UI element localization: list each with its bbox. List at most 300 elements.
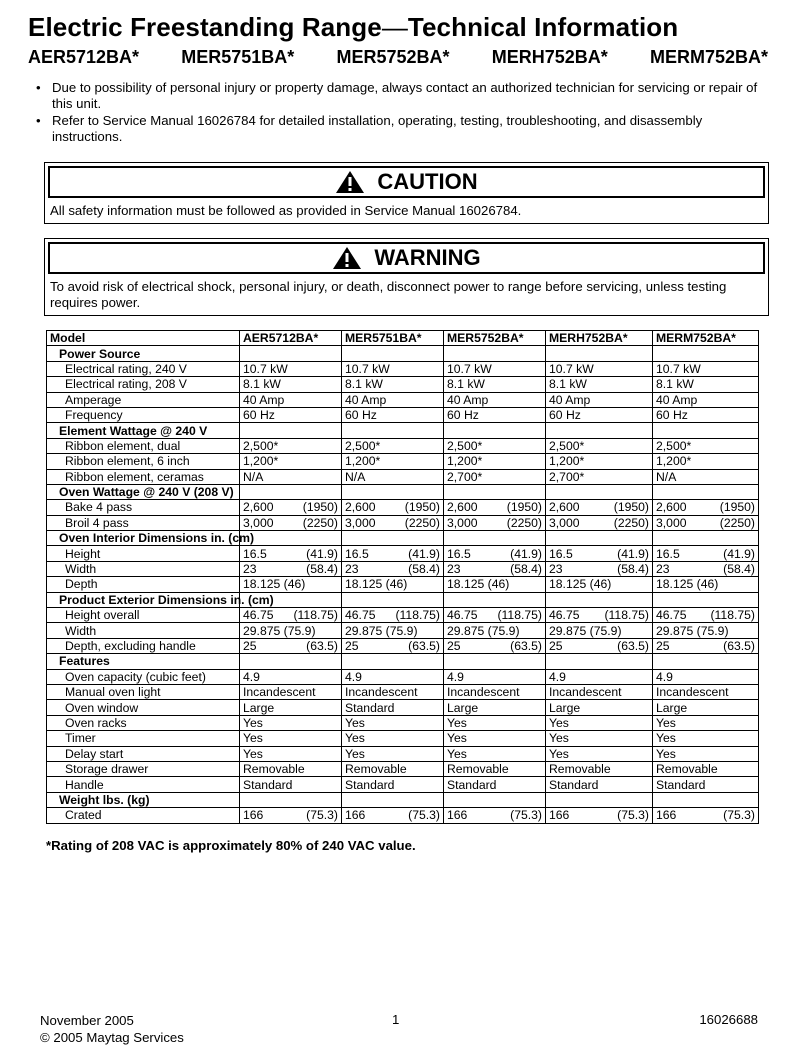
cell-primary: 23 xyxy=(447,562,461,577)
table-cell xyxy=(546,777,653,792)
cell-value xyxy=(447,500,542,514)
cell-primary: 8.1 kW xyxy=(243,377,281,392)
cell-primary: 16.5 xyxy=(243,546,267,561)
table-cell xyxy=(444,777,546,792)
row-label: Manual oven light xyxy=(47,684,240,699)
cell-primary: 2,700* xyxy=(447,469,483,484)
cell-value xyxy=(656,778,755,792)
table-cell xyxy=(240,777,342,792)
empty-cell xyxy=(342,531,444,546)
table-cell xyxy=(342,684,444,699)
cell-primary: Yes xyxy=(447,731,467,746)
empty-cell xyxy=(342,792,444,807)
table-cell xyxy=(444,577,546,592)
cell-primary: Incandescent xyxy=(243,685,316,700)
cell-value xyxy=(549,439,649,453)
title-part-2: Technical Information xyxy=(407,12,679,42)
cell-value xyxy=(549,731,649,745)
table-cell xyxy=(342,577,444,592)
cell-value xyxy=(447,731,542,745)
cell-value xyxy=(447,701,542,715)
cell-primary: 25 xyxy=(549,639,563,653)
empty-cell xyxy=(546,484,653,499)
cell-primary: 60 Hz xyxy=(447,408,479,423)
table-row xyxy=(47,608,759,623)
cell-primary: Standard xyxy=(447,777,497,792)
cell-secondary: (63.5) xyxy=(723,639,755,653)
page-number: 1 xyxy=(392,1012,400,1027)
cell-value xyxy=(447,778,542,792)
cell-value xyxy=(345,547,440,561)
cell-secondary: (58.4) xyxy=(306,562,338,577)
cell-value xyxy=(243,608,338,622)
cell-primary: 40 Amp xyxy=(345,392,387,407)
table-row xyxy=(47,454,759,469)
table-body xyxy=(47,346,759,823)
row-label: Ribbon element, dual xyxy=(47,438,240,453)
empty-cell xyxy=(546,346,653,361)
table-cell xyxy=(342,623,444,638)
table-cell xyxy=(342,608,444,623)
cell-primary: 40 Amp xyxy=(447,392,489,407)
cell-primary: 23 xyxy=(345,562,359,577)
cell-value xyxy=(345,701,440,715)
cell-value xyxy=(656,516,755,530)
row-label: Depth, excluding handle xyxy=(47,638,240,653)
cell-primary: 166 xyxy=(549,808,570,823)
cell-primary: 3,000 xyxy=(243,515,274,530)
table-cell xyxy=(444,608,546,623)
row-label: Depth xyxy=(47,577,240,592)
cell-primary: 18.125 (46) xyxy=(656,577,719,592)
section-row xyxy=(47,792,759,807)
cell-value xyxy=(345,454,440,468)
model-3: MER5752BA* xyxy=(336,47,450,67)
cell-value xyxy=(447,747,542,761)
cell-value xyxy=(549,716,649,730)
model-2: MER5751BA* xyxy=(181,47,295,67)
cell-primary: 1,200* xyxy=(345,454,381,469)
table-cell xyxy=(546,454,653,469)
section-label: Element Wattage @ 240 V xyxy=(47,423,240,438)
cell-primary: Yes xyxy=(243,746,263,761)
cell-secondary: (41.9) xyxy=(510,546,542,561)
row-label: Timer xyxy=(47,731,240,746)
row-label: Electrical rating, 208 V xyxy=(47,377,240,392)
table-cell xyxy=(444,438,546,453)
empty-cell xyxy=(444,531,546,546)
cell-primary: N/A xyxy=(243,469,264,484)
empty-cell xyxy=(240,346,342,361)
cell-value xyxy=(656,747,755,761)
cell-secondary: (58.4) xyxy=(723,562,755,577)
cell-primary: 18.125 (46) xyxy=(345,577,408,592)
cell-primary: 60 Hz xyxy=(549,408,581,423)
table-cell xyxy=(546,377,653,392)
cell-primary: Incandescent xyxy=(656,685,729,700)
cell-primary: 166 xyxy=(447,808,468,823)
header-cell: MERH752BA* xyxy=(546,331,653,346)
footer-left xyxy=(40,1012,184,1046)
cell-primary: 1,200* xyxy=(447,454,483,469)
cell-value xyxy=(243,500,338,514)
cell-primary: Yes xyxy=(345,715,365,730)
cell-secondary: (75.3) xyxy=(617,808,649,823)
table-row xyxy=(47,392,759,407)
empty-cell xyxy=(342,484,444,499)
table-cell xyxy=(444,392,546,407)
bullet-text: Due to possibility of personal injury or property damage, always contact an authorized technician for servicing or repair of this unit. xyxy=(52,80,758,111)
cell-secondary: (63.5) xyxy=(408,639,440,653)
cell-secondary: (41.9) xyxy=(617,546,649,561)
table-cell xyxy=(653,500,759,515)
cell-value xyxy=(243,516,338,530)
table-row xyxy=(47,669,759,684)
cell-primary: 8.1 kW xyxy=(656,377,694,392)
section-row xyxy=(47,423,759,438)
cell-primary: 4.9 xyxy=(345,669,362,684)
table-cell xyxy=(546,638,653,653)
cell-value xyxy=(656,639,755,653)
cell-secondary: (58.4) xyxy=(408,562,440,577)
table-cell xyxy=(444,407,546,422)
cell-value xyxy=(345,500,440,514)
cell-value xyxy=(656,500,755,514)
cell-primary: 18.125 (46) xyxy=(447,577,510,592)
cell-primary: Large xyxy=(243,700,275,715)
table-cell xyxy=(653,561,759,576)
footer-copyright: © 2005 Maytag Services xyxy=(40,1030,184,1045)
cell-value xyxy=(549,547,649,561)
cell-primary: 18.125 (46) xyxy=(549,577,612,592)
cell-primary: Yes xyxy=(549,731,569,746)
cell-secondary: (63.5) xyxy=(510,639,542,653)
row-label: Storage drawer xyxy=(47,761,240,776)
cell-value xyxy=(549,778,649,792)
cell-primary: 1,200* xyxy=(549,454,585,469)
table-cell xyxy=(240,469,342,484)
cell-secondary: (1950) xyxy=(613,500,649,515)
row-label: Height overall xyxy=(47,608,240,623)
table-cell xyxy=(444,746,546,761)
table-cell xyxy=(653,515,759,530)
table-cell xyxy=(546,407,653,422)
empty-cell xyxy=(444,592,546,607)
empty-cell xyxy=(444,654,546,669)
cell-value xyxy=(656,608,755,622)
table-cell xyxy=(546,361,653,376)
cell-value xyxy=(447,624,542,638)
cell-primary: 60 Hz xyxy=(345,408,377,423)
table-cell xyxy=(444,700,546,715)
table-cell xyxy=(546,731,653,746)
cell-value xyxy=(549,685,649,699)
cell-primary: 10.7 kW xyxy=(345,361,390,376)
model-1: AER5712BA* xyxy=(28,47,140,67)
cell-primary: 46.75 xyxy=(447,608,478,623)
cell-primary: 60 Hz xyxy=(656,408,688,423)
cell-value xyxy=(549,377,649,391)
table-cell xyxy=(240,623,342,638)
cell-value xyxy=(345,624,440,638)
cell-primary: 25 xyxy=(345,639,359,653)
cell-value xyxy=(656,547,755,561)
row-label: Delay start xyxy=(47,746,240,761)
cell-primary: Yes xyxy=(656,731,676,746)
cell-secondary: (118.75) xyxy=(604,608,649,623)
cell-primary: Yes xyxy=(549,746,569,761)
cell-value xyxy=(243,639,338,653)
row-label: Height xyxy=(47,546,240,561)
table-cell xyxy=(444,669,546,684)
model-4: MERH752BA* xyxy=(491,47,608,67)
cell-primary: 40 Amp xyxy=(243,392,285,407)
cell-primary: 3,000 xyxy=(345,515,376,530)
cell-primary: N/A xyxy=(345,469,366,484)
cell-primary: Yes xyxy=(549,715,569,730)
table-cell xyxy=(653,361,759,376)
table-cell xyxy=(444,638,546,653)
table-row xyxy=(47,746,759,761)
table-cell xyxy=(240,407,342,422)
cell-value xyxy=(656,562,755,576)
header-cell: MER5751BA* xyxy=(342,331,444,346)
table-cell xyxy=(546,746,653,761)
bullet-dot-icon: • xyxy=(36,80,41,95)
cell-primary: 23 xyxy=(656,562,670,577)
cell-value xyxy=(549,577,649,591)
cell-primary: 23 xyxy=(243,562,257,577)
table-cell xyxy=(342,469,444,484)
table-cell xyxy=(240,377,342,392)
cell-value xyxy=(656,408,755,422)
section-row xyxy=(47,592,759,607)
cell-value xyxy=(243,747,338,761)
table-cell xyxy=(342,407,444,422)
cell-secondary: (41.9) xyxy=(408,546,440,561)
cell-value xyxy=(549,701,649,715)
table-row xyxy=(47,777,759,792)
row-label: Crated xyxy=(47,808,240,823)
cell-primary: 2,600 xyxy=(656,500,687,515)
table-cell xyxy=(240,715,342,730)
row-label: Oven window xyxy=(47,700,240,715)
section-label: Power Source xyxy=(47,346,240,361)
row-label: Oven racks xyxy=(47,715,240,730)
cell-primary: 4.9 xyxy=(549,669,566,684)
table-row xyxy=(47,684,759,699)
cell-value xyxy=(345,747,440,761)
row-label: Ribbon element, 6 inch xyxy=(47,454,240,469)
cell-value xyxy=(656,393,755,407)
cell-value xyxy=(549,470,649,484)
table-row xyxy=(47,438,759,453)
cell-secondary: (1950) xyxy=(302,500,338,515)
row-label: Electrical rating, 240 V xyxy=(47,361,240,376)
table-cell xyxy=(342,361,444,376)
empty-cell xyxy=(653,654,759,669)
table-cell xyxy=(240,546,342,561)
cell-primary: 3,000 xyxy=(656,515,687,530)
table-cell xyxy=(444,715,546,730)
cell-primary: 10.7 kW xyxy=(656,361,701,376)
table-cell xyxy=(342,700,444,715)
empty-cell xyxy=(444,423,546,438)
table-cell xyxy=(342,808,444,823)
table-cell xyxy=(444,377,546,392)
cell-secondary: (75.3) xyxy=(510,808,542,823)
cell-value xyxy=(656,362,755,376)
cell-secondary: (2250) xyxy=(719,515,755,530)
cell-value xyxy=(243,762,338,776)
table-cell xyxy=(546,608,653,623)
cell-primary: 2,600 xyxy=(549,500,580,515)
cell-value xyxy=(656,685,755,699)
cell-value xyxy=(447,408,542,422)
cell-value xyxy=(345,608,440,622)
empty-cell xyxy=(240,792,342,807)
cell-primary: 23 xyxy=(549,562,563,577)
table-cell xyxy=(546,438,653,453)
table-cell xyxy=(653,407,759,422)
empty-cell xyxy=(653,592,759,607)
section-row xyxy=(47,484,759,499)
header-cell: MER5752BA* xyxy=(444,331,546,346)
cell-primary: 2,600 xyxy=(447,500,478,515)
cell-value xyxy=(243,547,338,561)
cell-value xyxy=(549,408,649,422)
table-cell xyxy=(653,715,759,730)
cell-value xyxy=(345,762,440,776)
cell-primary: 2,600 xyxy=(345,500,376,515)
cell-value xyxy=(549,762,649,776)
warning-triangle-icon xyxy=(335,170,365,194)
section-row xyxy=(47,531,759,546)
row-label: Ribbon element, ceramas xyxy=(47,469,240,484)
table-cell xyxy=(653,377,759,392)
table-row xyxy=(47,808,759,823)
cell-value xyxy=(656,716,755,730)
cell-value xyxy=(243,716,338,730)
row-label: Amperage xyxy=(47,392,240,407)
cell-primary: Standard xyxy=(549,777,599,792)
cell-primary: Yes xyxy=(243,715,263,730)
table-cell xyxy=(342,731,444,746)
cell-value xyxy=(656,762,755,776)
table-cell xyxy=(240,438,342,453)
cell-value xyxy=(656,470,755,484)
table-cell xyxy=(444,500,546,515)
cell-primary: Removable xyxy=(345,762,407,777)
table-cell xyxy=(653,577,759,592)
cell-primary: Large xyxy=(656,700,688,715)
table-cell xyxy=(240,684,342,699)
cell-value xyxy=(447,577,542,591)
cell-value xyxy=(345,639,440,653)
cell-primary: 8.1 kW xyxy=(447,377,485,392)
warning-heading xyxy=(48,242,765,274)
table-cell xyxy=(546,561,653,576)
cell-value xyxy=(656,624,755,638)
cell-value xyxy=(345,408,440,422)
title-dash: — xyxy=(381,12,408,42)
cell-primary: 46.75 xyxy=(345,608,376,623)
table-cell xyxy=(653,731,759,746)
title-part-1: Electric Freestanding Range xyxy=(28,12,382,42)
cell-primary: 29.875 (75.9) xyxy=(243,623,316,638)
table-cell xyxy=(444,361,546,376)
caution-heading-text: CAUTION xyxy=(377,169,478,194)
cell-primary: Large xyxy=(447,700,479,715)
cell-primary: Yes xyxy=(345,731,365,746)
cell-primary: 2,500* xyxy=(447,438,483,453)
cell-secondary: (118.75) xyxy=(710,608,755,623)
cell-value xyxy=(345,362,440,376)
section-label: Oven Interior Dimensions in. (cm) xyxy=(47,531,240,546)
table-cell xyxy=(240,808,342,823)
cell-primary: 2,500* xyxy=(243,438,279,453)
table-cell xyxy=(342,454,444,469)
row-label: Width xyxy=(47,623,240,638)
cell-value xyxy=(447,454,542,468)
table-cell xyxy=(342,777,444,792)
cell-value xyxy=(656,454,755,468)
empty-cell xyxy=(546,423,653,438)
table-cell xyxy=(444,623,546,638)
empty-cell xyxy=(240,484,342,499)
cell-primary: 166 xyxy=(243,808,264,823)
table-cell xyxy=(342,515,444,530)
table-cell xyxy=(546,392,653,407)
table-cell xyxy=(444,761,546,776)
cell-value xyxy=(345,377,440,391)
cell-primary: 25 xyxy=(656,639,670,653)
empty-cell xyxy=(342,423,444,438)
empty-cell xyxy=(342,654,444,669)
cell-primary: 1,200* xyxy=(243,454,279,469)
table-row xyxy=(47,377,759,392)
cell-primary: Incandescent xyxy=(447,685,520,700)
table-cell xyxy=(342,546,444,561)
cell-value xyxy=(656,731,755,745)
table-cell xyxy=(444,561,546,576)
cell-value xyxy=(656,701,755,715)
cell-primary: 2,700* xyxy=(549,469,585,484)
cell-value xyxy=(447,393,542,407)
bullet-item xyxy=(36,80,776,112)
empty-cell xyxy=(546,792,653,807)
cell-primary: 8.1 kW xyxy=(549,377,587,392)
table-cell xyxy=(444,808,546,823)
cell-primary: Standard xyxy=(345,777,395,792)
cell-value xyxy=(549,454,649,468)
table-row xyxy=(47,638,759,653)
cell-primary: 2,500* xyxy=(549,438,585,453)
row-label: Bake 4 pass xyxy=(47,500,240,515)
table-cell xyxy=(240,361,342,376)
table-row xyxy=(47,577,759,592)
table-cell xyxy=(342,669,444,684)
table-cell xyxy=(342,715,444,730)
cell-value xyxy=(447,808,542,822)
cell-value xyxy=(243,470,338,484)
table-cell xyxy=(342,561,444,576)
table-cell xyxy=(546,623,653,638)
table-cell xyxy=(546,577,653,592)
cell-secondary: (2250) xyxy=(404,515,440,530)
cell-value xyxy=(345,393,440,407)
cell-secondary: (1950) xyxy=(404,500,440,515)
